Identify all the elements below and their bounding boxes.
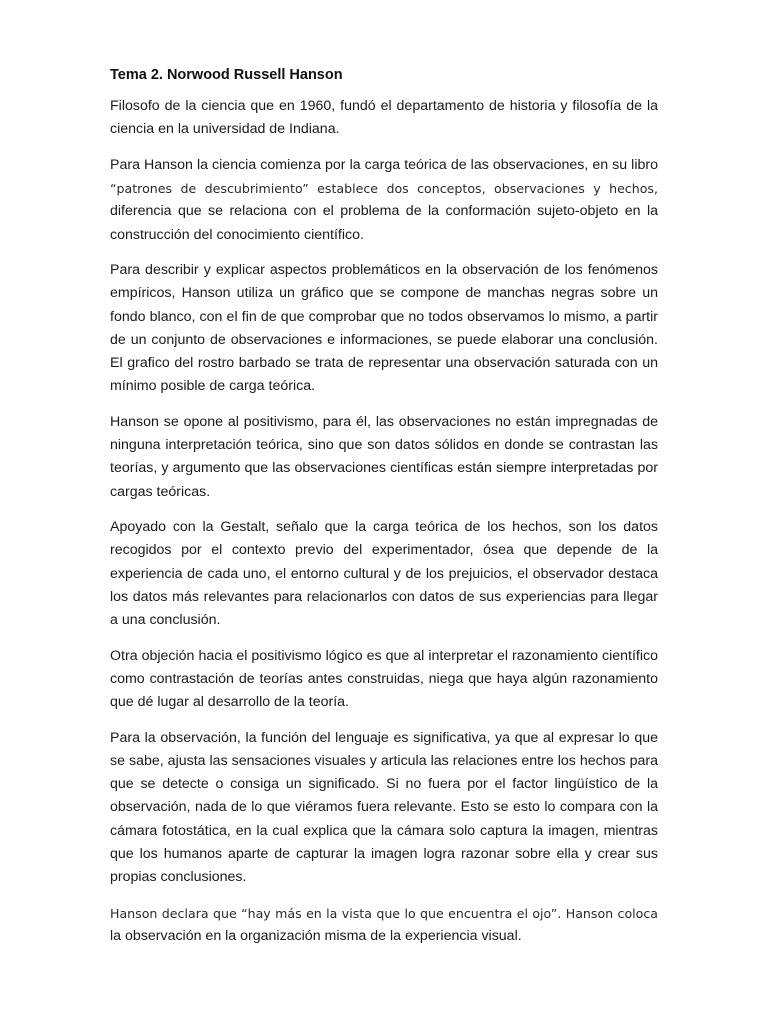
paragraph-4 [110,411,658,504]
paragraph-line: empíricos, Hanson utiliza un gráfico que se compone de manchas negras sobre un [110,285,658,302]
paragraph-line: Filosofo de la ciencia que en 1960, fundó el departamento de historia y filosofía de la [110,98,658,114]
paragraph-line: teorías, y argumento que las observaciones científicas están siempre interpretadas por [110,460,658,477]
paragraph-line: que dé lugar al desarrollo de la teoría. [110,694,349,711]
paragraph-line: experiencia de cada uno, el entorno cultural y de los prejuicios, el observador destaca [110,565,658,582]
paragraph-line: Apoyado con la Gestalt, señalo que la carga teórica de los hechos, son los datos [110,519,658,536]
document-title: Tema 2. Norwood Russell Hanson [110,67,343,83]
paragraph-line: construcción del conocimiento científico. [110,226,364,243]
paragraph-line: ciencia en la universidad de Indiana. [110,121,340,138]
paragraph-2 [110,154,658,247]
paragraph-line: fondo blanco, con el fin de que comprobar que no todos observamos lo mismo, a partir [110,308,658,325]
document-page [110,64,658,961]
paragraph-6 [110,645,658,715]
paragraph-line: a una conclusión. [110,612,221,629]
paragraph-line: de un conjunto de observaciones e informaciones, se puede elaborar una conclusión. [110,331,658,348]
paragraph-line: la observación en la organización misma de la experiencia visual. [110,928,522,944]
paragraph-8 [110,902,658,948]
paragraph-3 [110,259,658,398]
paragraph-line: que se detecte o consiga un significado. Si no fuera por el factor lingüístico de la [110,776,658,793]
paragraph-5 [110,516,658,632]
paragraph-line: ninguna interpretación teórica, sino que son datos sólidos en donde se contrastan las [110,437,658,454]
paragraph-line: El grafico del rostro barbado se trata de representar una observación saturada con un [110,355,658,372]
paragraph-line: cargas teóricas. [110,483,211,500]
paragraph-line: Para la observación, la función del lenguaje es significativa, ya que al expresar lo que [110,729,658,746]
paragraph-line: “patrones de descubrimiento” establece dos conceptos, observaciones y hechos, [110,181,658,197]
paragraph-line: recogidos por el contexto previo del experimentador, ósea que depende de la [110,542,658,559]
paragraph-line: propias conclusiones. [110,869,247,886]
paragraph-line: Para describir y explicar aspectos problemáticos en la observación de los fenómenos [110,262,658,279]
paragraph-line: los datos más relevantes para relacionarlos con datos de sus experiencias para llegar [110,588,658,605]
paragraph-line: cámara fotostática, en la cual explica que la cámara solo captura la imagen, mientras [110,822,658,839]
paragraph-line: Hanson se opone al positivismo, para él, las observaciones no están impregnadas de [110,413,658,430]
paragraph-line: Otra objeción hacia el positivismo lógico es que al interpretar el razonamiento científico [110,647,658,664]
paragraph-line: como contrastación de teorías antes construidas, niega que haya algún razonamiento [110,670,658,687]
paragraph-line: Para Hanson la ciencia comienza por la carga teórica de las observaciones, en su libro [110,156,658,173]
paragraph-line: Hanson declara que “hay más en la vista que lo que encuentra el ojo”. Hanson coloca [110,905,658,921]
paragraph-line: diferencia que se relaciona con el problema de la conformación sujeto-objeto en la [110,203,658,220]
paragraph-7 [110,727,658,889]
paragraph-line: se sabe, ajusta las sensaciones visuales y articula las relaciones entre los hechos para [110,753,658,770]
paragraph-1 [110,95,658,141]
paragraph-line: observación, nada de lo que viéramos fuera relevante. Esto se esto lo compara con la [110,799,658,816]
paragraph-line: que los humanos aparte de capturar la imagen logra razonar sobre ella y crear sus [110,845,658,862]
paragraph-line: mínimo posible de carga teórica. [110,378,316,395]
